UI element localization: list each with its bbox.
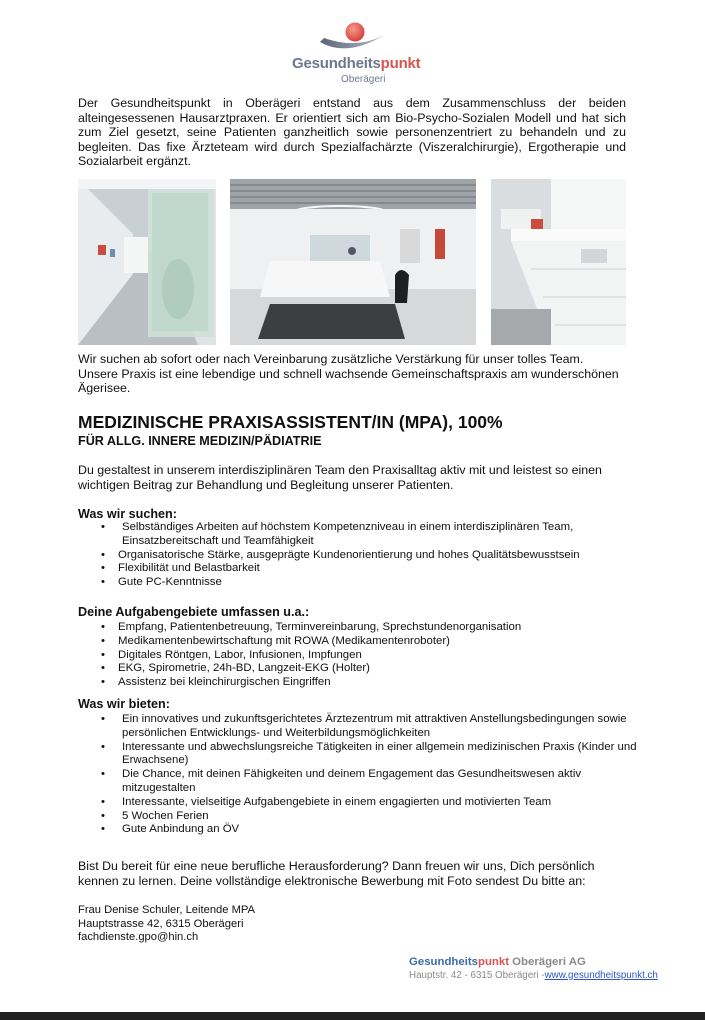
section-title-benefits: Was wir bieten: — [78, 697, 170, 711]
corridor-photo — [78, 179, 216, 345]
list-item: • 5 Wochen Ferien — [78, 810, 638, 824]
lab-photo — [491, 179, 626, 345]
list-item: • Medikamentenbewirtschaftung mit ROWA (Medikamentenroboter) — [78, 635, 638, 649]
section-title-tasks: Deine Aufgabengebiete umfassen u.a.: — [78, 605, 310, 619]
list-item: • Interessante und abwechslungsreiche Tätigkeiten in einer allgemein medizinischen Praxis (Kinder und Erwachsene) — [78, 741, 638, 769]
list-item: • Flexibilität und Belastbarkeit — [78, 562, 638, 576]
requirements-list — [78, 521, 638, 590]
footer-website-link[interactable]: www.gesundheitspunkt.ch — [544, 970, 658, 981]
footer-company — [409, 956, 658, 969]
footer — [409, 956, 658, 982]
list-item: • Interessante, vielseitige Aufgabengebiete in einem engagierten und motivierten Team — [78, 796, 638, 810]
closing-paragraph: Bist Du bereit für eine neue berufliche Herausforderung? Dann freuen wir uns, Dich persönlich kennen zu lernen. Deine vollständige elektronische Bewerbung mit Foto sendest Du bitte an: — [78, 859, 595, 888]
logo-wordmark — [292, 55, 420, 72]
footer-address-line — [409, 969, 658, 982]
contact-email[interactable]: fachdienste.gpo@hin.ch — [78, 931, 199, 944]
list-item: • Assistenz bei kleinchirurgischen Eingriffen — [78, 676, 638, 690]
list-item: • Gute PC-Kenntnisse — [78, 576, 638, 590]
footer-name-part2: punkt — [478, 956, 510, 968]
contact-block — [78, 904, 255, 945]
footer-name-part3: Oberägeri AG — [509, 956, 586, 968]
footer-address: Hauptstr. 42 - 6315 Oberägeri - — [409, 970, 545, 981]
role-description: Du gestaltest in unserem interdisziplinären Team den Praxisalltag aktiv mit und leistest so einen wichtigen Beitrag zur Behandlung und Begleitung unserer Patienten. — [78, 463, 602, 492]
list-item: • Ein innovatives und zukunftsgerichtetes Ärztezentrum mit attraktiven Anstellungsbedingungen sowie persönlichen Entwicklungs- und Weiterbildungsmöglichkeiten — [78, 713, 638, 741]
tasks-list — [78, 621, 638, 690]
logo-subtitle: Oberägeri — [341, 74, 386, 85]
contact-name: Frau Denise Schuler, Leitende MPA — [78, 904, 256, 916]
list-item: • Gute Anbindung an ÖV — [78, 823, 638, 837]
logo-name-part2: punkt — [380, 55, 421, 72]
contact-address: Hauptstrasse 42, 6315 Oberägeri — [78, 917, 244, 930]
company-logo — [288, 22, 421, 86]
logo-swoosh-icon — [318, 22, 388, 54]
benefits-list — [78, 713, 638, 837]
reception-photo — [230, 179, 476, 345]
list-item: • Empfang, Patientenbetreuung, Terminvereinbarung, Sprechstundenorganisation — [78, 621, 638, 635]
list-item: • EKG, Spirometrie, 24h-BD, Langzeit-EKG (Holter) — [78, 662, 638, 676]
footer-name-part1: Gesundheits — [409, 956, 478, 968]
job-title: MEDIZINISCHE PRAXISASSISTENT/IN (MPA), 100% — [78, 412, 503, 432]
list-item: • Digitales Röntgen, Labor, Infusionen, Impfungen — [78, 649, 638, 663]
job-subtitle: FÜR ALLG. INNERE MEDIZIN/PÄDIATRIE — [78, 434, 322, 448]
list-item: • Organisatorische Stärke, ausgeprägte Kundenorientierung und hohes Qualitätsbewusstsein — [78, 549, 638, 563]
bottom-bar — [0, 1012, 705, 1020]
practice-photos — [78, 179, 626, 346]
section-title-requirements: Was wir suchen: — [78, 507, 177, 521]
list-item: • Selbständiges Arbeiten auf höchstem Kompetenzniveau in einem interdisziplinären Team, Einsatzbereitschaft und Teamfähigkeit — [78, 521, 638, 549]
intro-paragraph: Der Gesundheitspunkt in Oberägeri entstand aus dem Zusammenschluss der beiden alteingesessenen Hausarztpraxen. Er orientiert sich am Bio-Psycho-Sozialen Modell und hat sich zum Ziel gesetzt, seine Patienten ganzheitlich sowie personenzentriert zu behandeln und zu begleiten. Das fixe Ärzteteam wird durch Spezialfachärzte (Viszeralchirurgie), Ergotherapie und Sozialarbeit ergänzt. — [78, 96, 626, 169]
logo-name-part1: Gesundheits — [292, 55, 381, 72]
list-item: • Die Chance, mit deinen Fähigkeiten und deinem Engagement das Gesundheitswesen aktiv mitzugestalten — [78, 768, 638, 796]
search-paragraph: Wir suchen ab sofort oder nach Vereinbarung zusätzliche Verstärkung für unser tolles Team. Unsere Praxis ist eine lebendige und schnell wachsende Gemeinschaftspraxis am wunderschönen Ägerisee. — [78, 352, 619, 396]
